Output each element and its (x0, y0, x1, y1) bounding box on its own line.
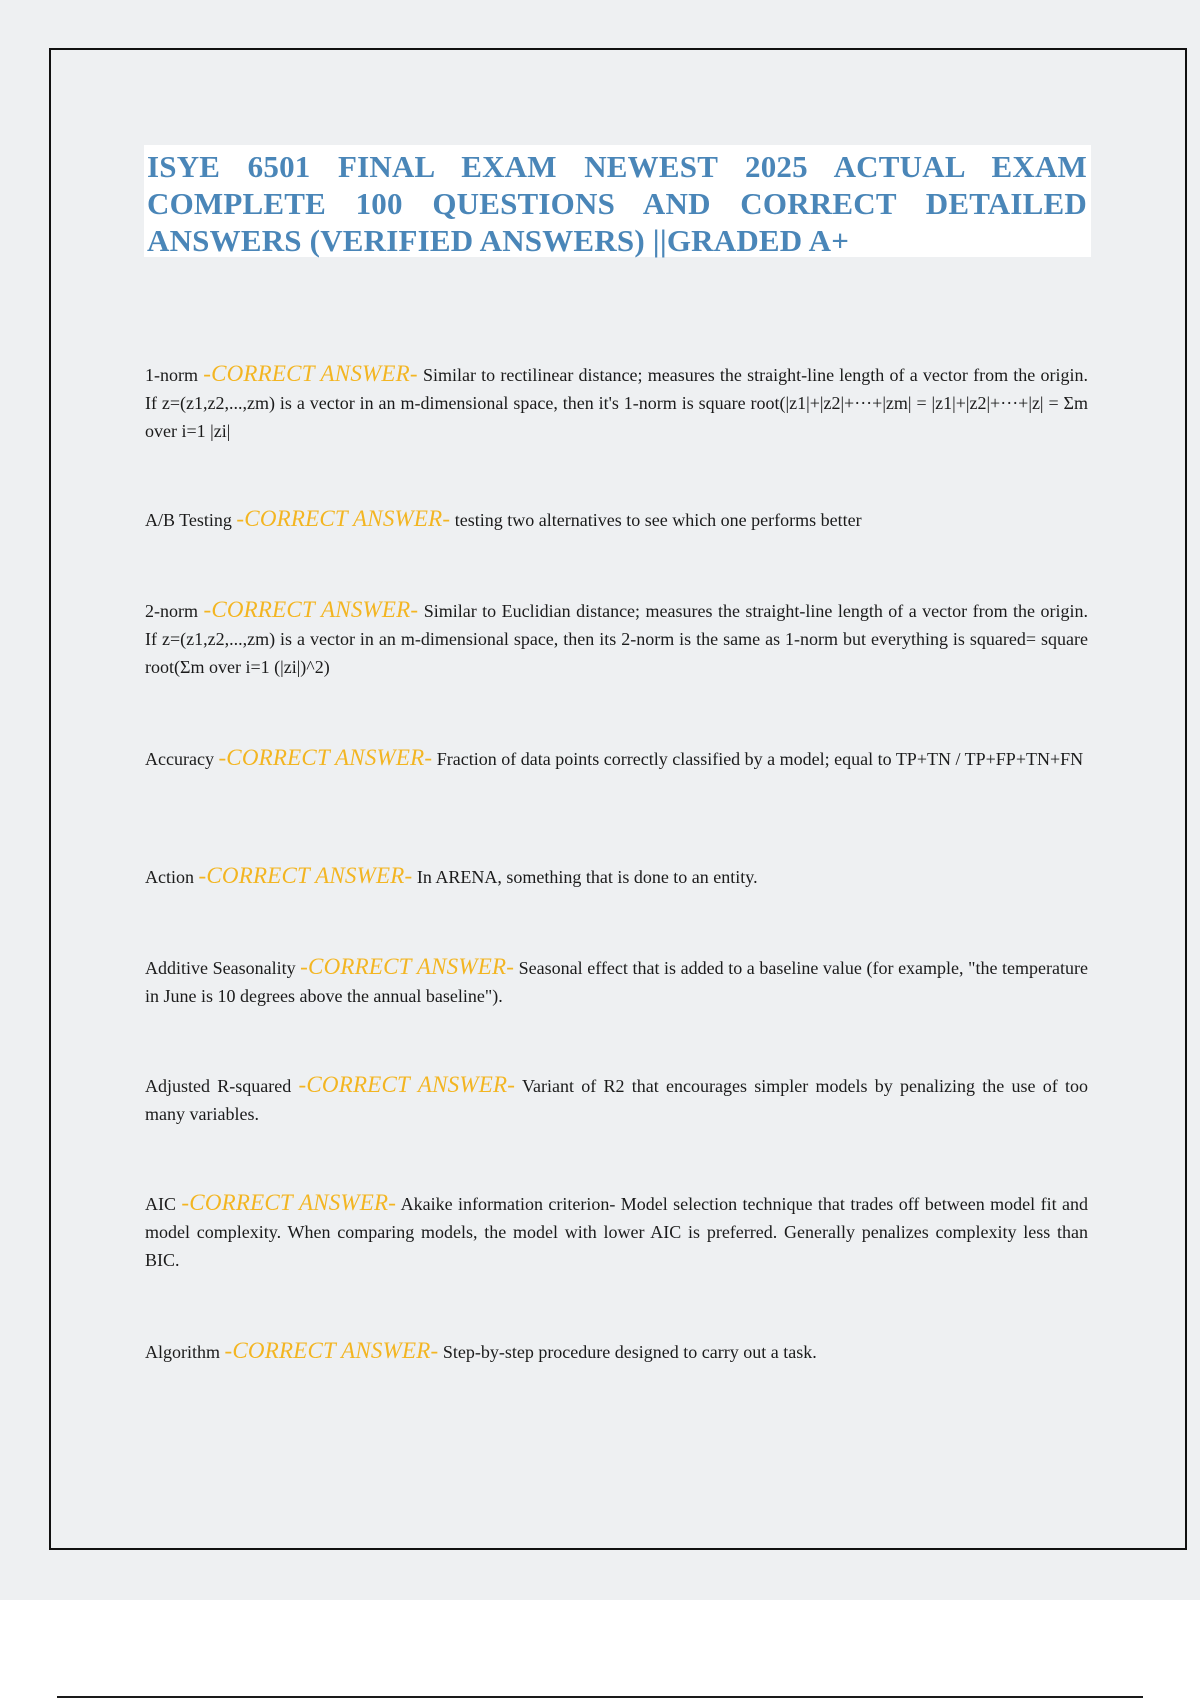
correct-answer-marker: -CORRECT ANSWER- (181, 1190, 397, 1215)
qa-answer: Akaike information criterion- Model selection technique that trades off between model fit and model complexity. When comparing models, the model with lower AIC is preferred. Generally penalizes complexity less than BIC. (145, 1194, 1088, 1270)
qa-term: Additive Seasonality (145, 958, 296, 978)
qa-item-ab-testing (145, 505, 1088, 534)
correct-answer-marker: -CORRECT ANSWER- (224, 1338, 439, 1363)
qa-answer: Step-by-step procedure designed to carry out a task. (442, 1342, 817, 1362)
qa-term: Adjusted R-squared (145, 1076, 292, 1096)
qa-term: AIC (145, 1194, 176, 1214)
qa-item-adjusted-r-squared (145, 1071, 1088, 1128)
footer-rule (57, 1696, 1143, 1698)
qa-answer: testing two alternatives to see which one performs better (454, 510, 862, 530)
qa-item-1-norm (145, 360, 1088, 445)
qa-answer: Fraction of data points correctly classified by a model; equal to TP+TN / TP+FP+TN+FN (436, 749, 1084, 769)
correct-answer-marker: -CORRECT ANSWER- (300, 954, 515, 979)
qa-answer: Variant of R2 that encourages simpler models by penalizing the use of too many variables. (145, 1076, 1088, 1124)
document-title: ISYE 6501 FINAL EXAM NEWEST 2025 ACTUAL EXAM COMPLETE 100 QUESTIONS AND CORRECT DETAILED ANSWERS (VERIFIED ANSWERS) ||GRADED A+ (147, 149, 1087, 258)
correct-answer-marker: -CORRECT ANSWER- (236, 506, 451, 531)
correct-answer-marker: -CORRECT ANSWER- (218, 745, 433, 770)
qa-term: Accuracy (145, 749, 214, 769)
qa-item-algorithm (145, 1337, 1088, 1366)
qa-answer: Similar to rectilinear distance; measures the straight-line length of a vector from the origin. If z=(z1,z2,...,zm) is a vector in an m-dimensional space, then it's 1-norm is square root(|z1|+|z2|+···+|zm| = |z1|+|z2|+···+|z| = Σm over i=1 |zi| (145, 365, 1088, 441)
qa-term: Action (145, 867, 194, 887)
qa-term: A/B Testing (145, 510, 232, 530)
qa-term: Algorithm (145, 1342, 220, 1362)
title-box (144, 145, 1091, 257)
correct-answer-marker: -CORRECT ANSWER- (203, 597, 419, 622)
correct-answer-marker: -CORRECT ANSWER- (298, 1072, 516, 1097)
qa-item-action (145, 862, 1088, 891)
qa-term: 2-norm (145, 601, 198, 621)
qa-answer: In ARENA, something that is done to an entity. (416, 867, 758, 887)
qa-item-accuracy (145, 744, 1088, 773)
qa-answer: Similar to Euclidian distance; measures the straight-line length of a vector from the origin. If z=(z1,z2,...,zm) is a vector in an m-dimensional space, then its 2-norm is the same as 1-norm but everything is squared= square root(Σm over i=1 (|zi|)^2) (145, 601, 1088, 677)
qa-item-aic (145, 1189, 1088, 1274)
correct-answer-marker: -CORRECT ANSWER- (203, 361, 418, 386)
correct-answer-marker: -CORRECT ANSWER- (198, 863, 413, 888)
qa-item-2-norm (145, 596, 1088, 681)
qa-item-additive-seasonality (145, 953, 1088, 1010)
qa-answer: Seasonal effect that is added to a baseline value (for example, "the temperature in June is 10 degrees above the annual baseline"). (145, 958, 1089, 1006)
qa-term: 1-norm (145, 365, 198, 385)
page-frame (49, 48, 1187, 1550)
